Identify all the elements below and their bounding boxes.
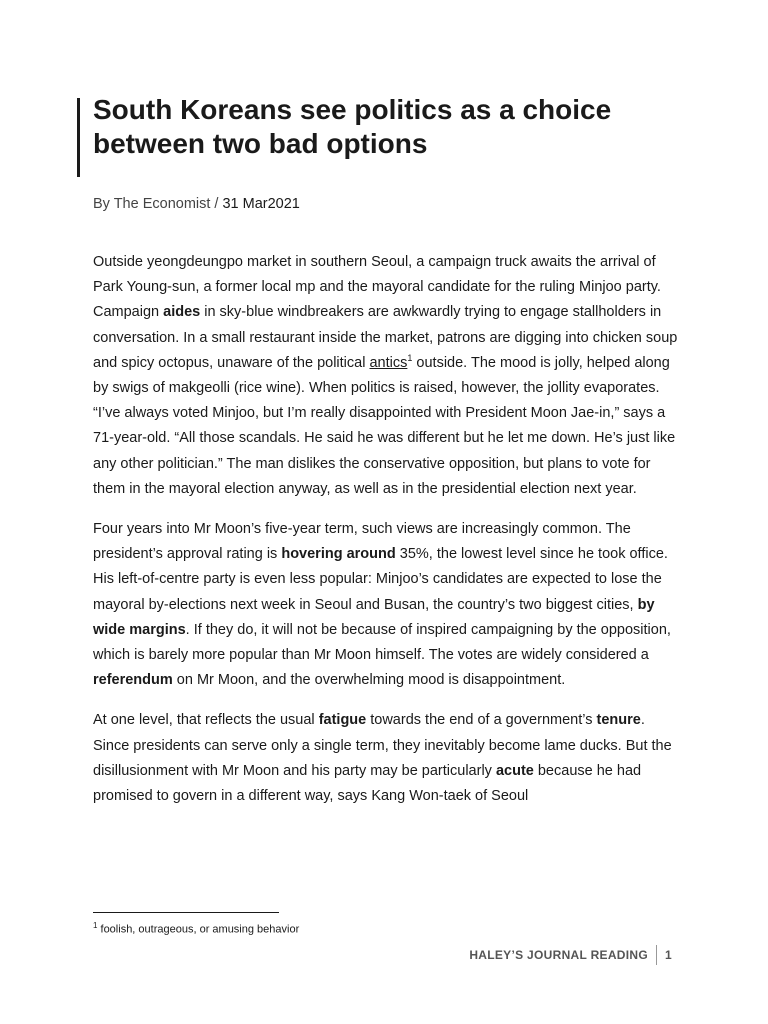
page-number: 1	[665, 948, 672, 962]
bold-term: acute	[495, 762, 534, 779]
bold-term: referendum	[93, 672, 173, 689]
text-run: in sky-blue windbreakers are awkwardly trying to engage stallholders in conversation. In a small restaurant inside the market, patrons are digging into chicken soup and spicy octopus, unaware of the political	[93, 304, 678, 371]
bold-term: tenure	[596, 712, 641, 729]
text-run: 35%, the lowest level since he took office. His left-of-centre party is even less popular: Minjoo’s candidates are expected to lose the mayoral by-elections next week in Seoul and Busan, the country’s two biggest cities,	[93, 546, 668, 613]
bold-term: hovering around	[281, 546, 396, 563]
article-title: South Koreans see politics as a choice between two bad options	[93, 94, 612, 159]
byline	[93, 194, 300, 214]
title-accent-bar	[77, 98, 80, 177]
text-run: At one level, that reflects the usual	[93, 712, 319, 729]
bold-term: by wide margins	[93, 596, 655, 638]
paragraph	[93, 708, 678, 809]
text-run: outside. The mood is jolly, helped along by swigs of makgeolli (rice wine). When politics is raised, however, the jollity evaporates. “I’ve always voted Minjoo, but I’m really disappointed with President Moon Jae-in,” says a 71-year-old. “All those scandals. He said he was different but he let me down. He’s just like any other politician.” The man dislikes the conservative opposition, but plans to vote for them in the mayoral election anyway, as well as in the presidential election next year.	[93, 354, 676, 497]
byline-date: 31 Mar2021	[222, 196, 300, 212]
text-run: on Mr Moon, and the overwhelming mood is disappointment.	[172, 672, 566, 689]
footer-separator	[656, 945, 657, 965]
text-run: towards the end of a government’s	[366, 712, 597, 729]
paragraph	[93, 250, 678, 502]
footnote	[93, 918, 299, 938]
byline-source: By The Economist /	[93, 196, 223, 212]
footer-label: HALEY’S JOURNAL READING	[469, 948, 649, 962]
text-run: . Since presidents can serve only a single term, they inevitably become lame ducks. But the disillusionment with Mr Moon and his party may be particularly	[93, 712, 672, 779]
bold-term: aides	[163, 304, 201, 321]
article-body	[93, 250, 678, 824]
page-footer	[469, 945, 672, 965]
bold-term: fatigue	[318, 712, 367, 729]
paragraph	[93, 517, 678, 693]
footnote-ref: 1	[407, 352, 413, 363]
text-run: Outside yeongdeungpo market in southern Seoul, a campaign truck awaits the arrival of Park Young-sun, a former local mp and the mayoral candidate for the ruling Minjoo party. Campaign	[93, 254, 661, 321]
footnote-divider	[93, 912, 279, 913]
footnote-text: foolish, outrageous, or amusing behavior	[97, 923, 300, 936]
footnote-marker: 1	[93, 921, 98, 930]
text-run: Four years into Mr Moon’s five-year term, such views are increasingly common. The president’s approval rating is	[93, 521, 631, 563]
text-run: because he had promised to govern in a different way, says Kang Won-taek of Seoul	[93, 762, 642, 805]
underlined-term: antics	[369, 354, 408, 371]
text-run: . If they do, it will not be because of inspired campaigning by the opposition, which is barely more popular than Mr Moon himself. The votes are widely considered a	[93, 621, 671, 664]
